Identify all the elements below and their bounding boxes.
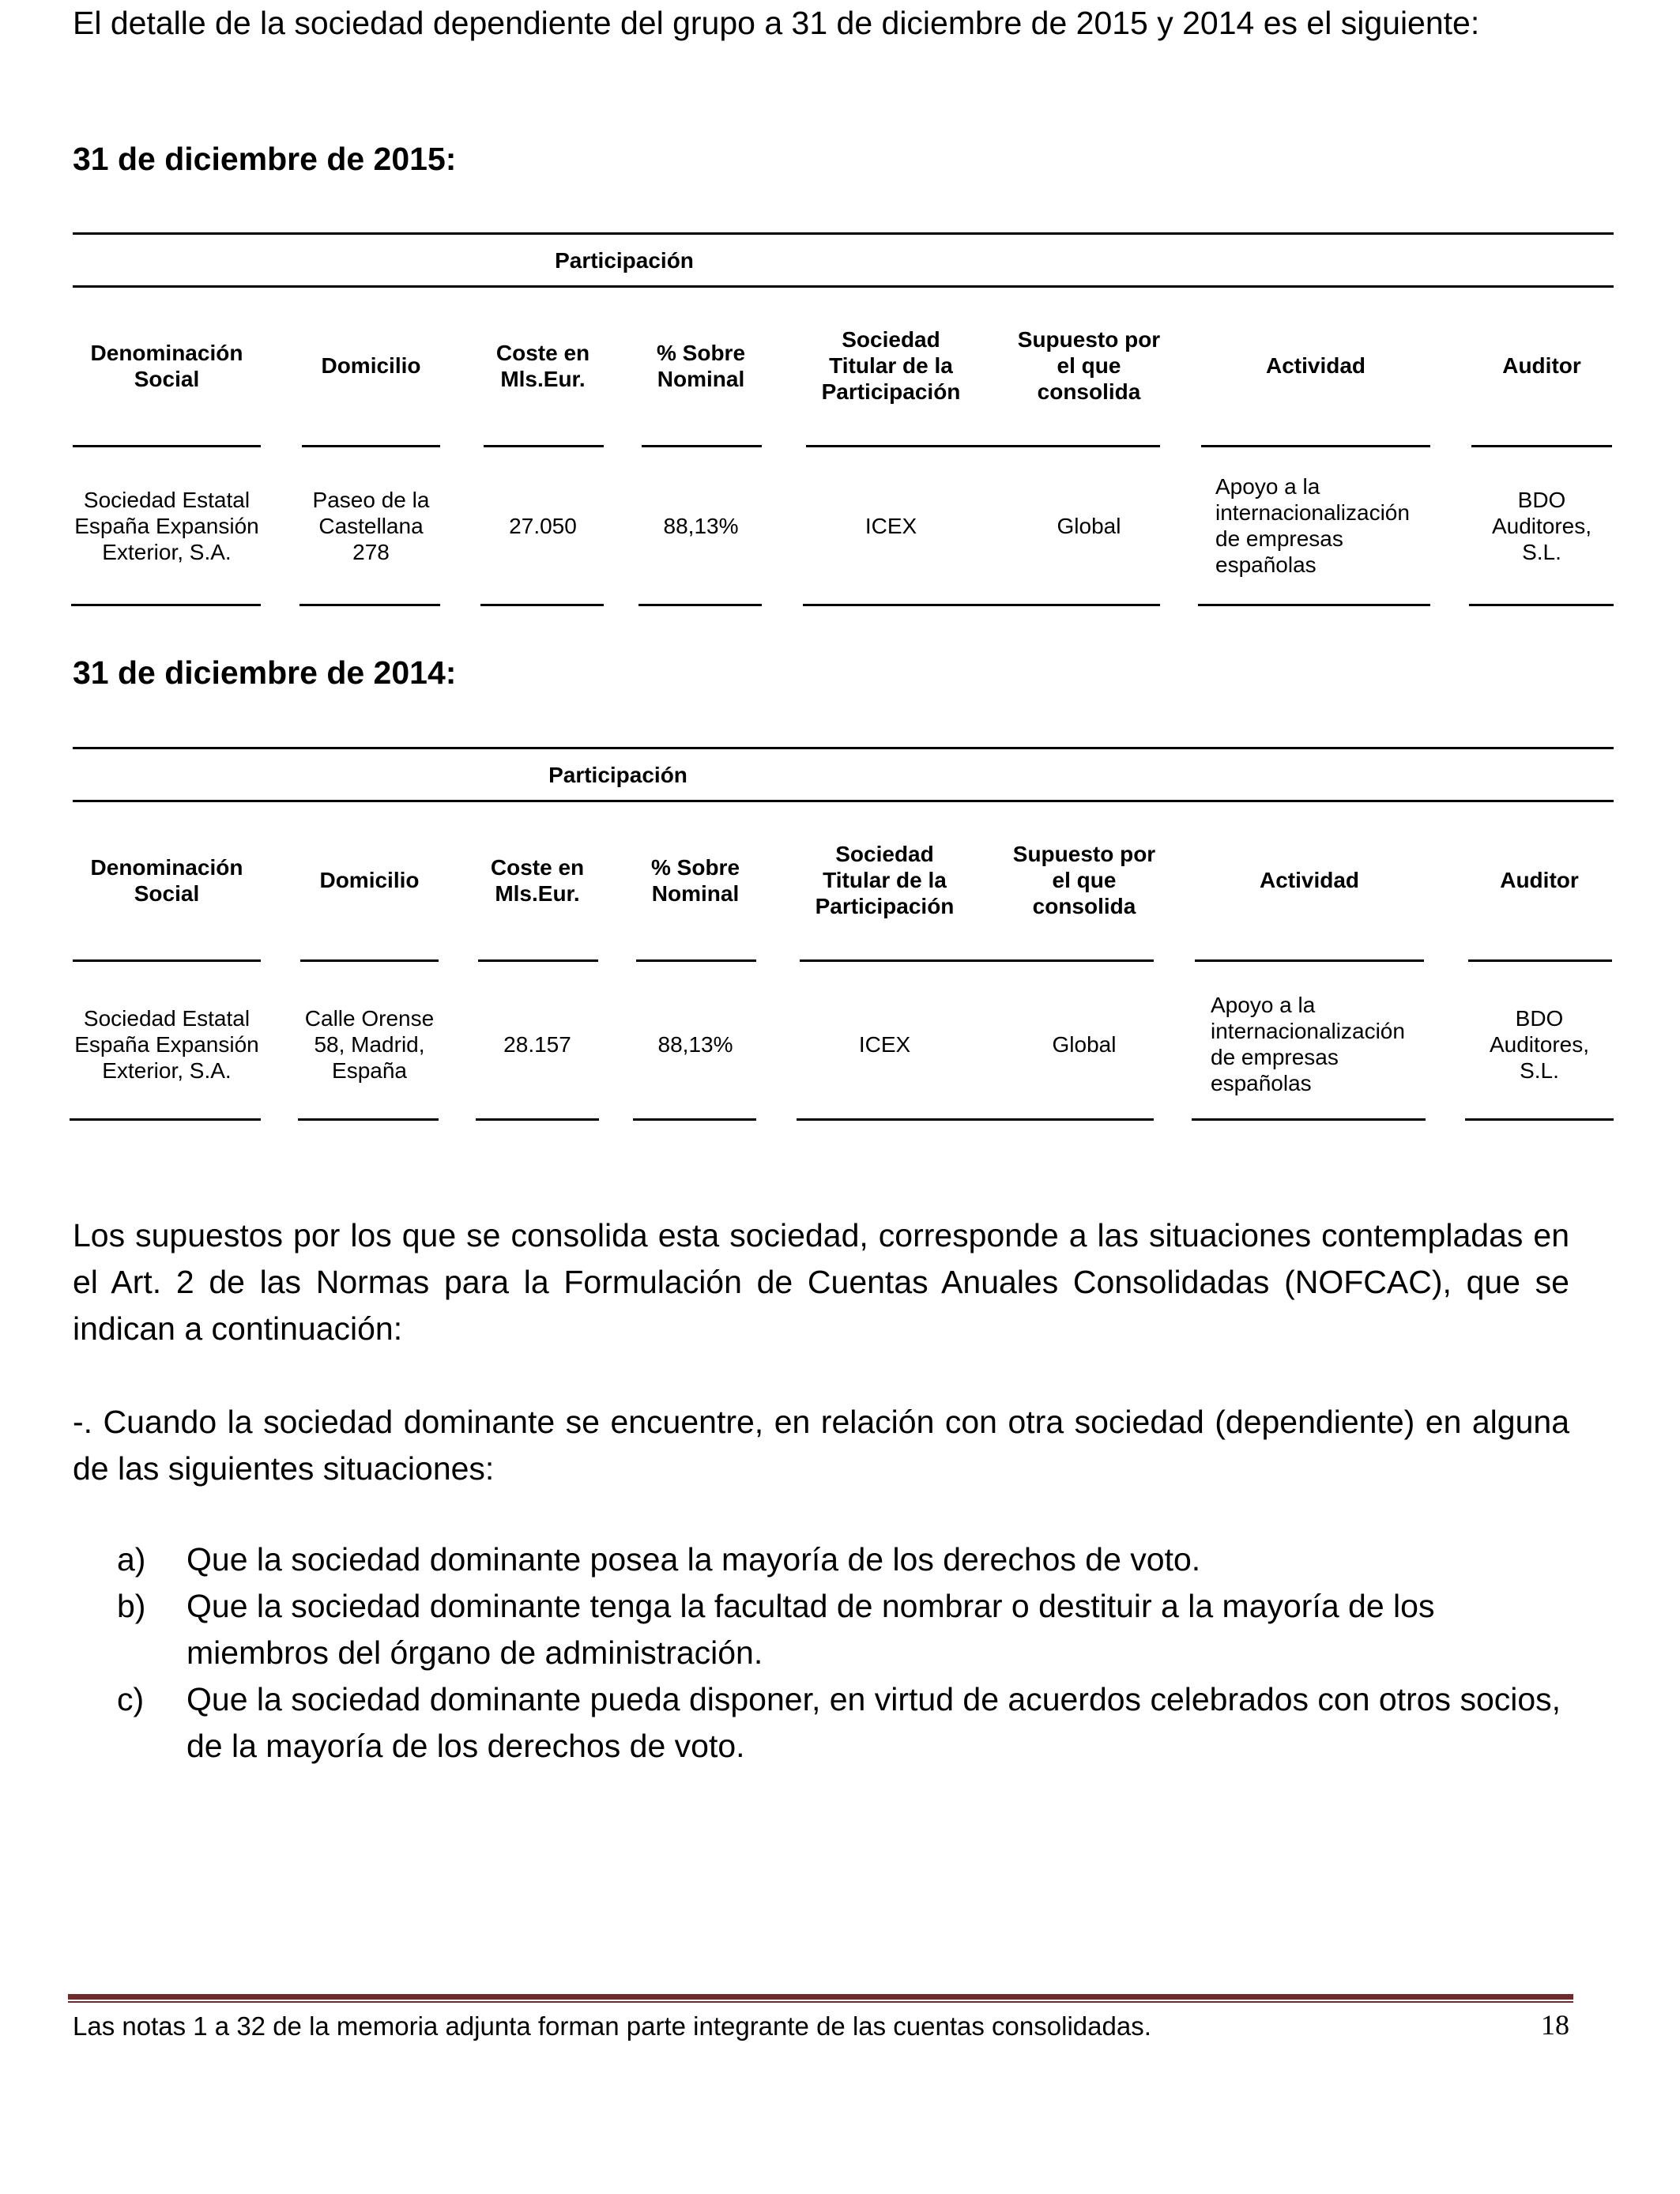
- cell-titular: ICEX: [864, 513, 917, 538]
- col-header-domicilio: Domicilio: [321, 353, 421, 378]
- col-header-coste: Coste en Mls.Eur.: [490, 854, 585, 906]
- group-header-participacion: Participación: [555, 247, 694, 273]
- cell-porcentaje: 88,13%: [657, 1031, 733, 1057]
- header-underline: [1195, 959, 1424, 962]
- col-header-supuesto: Supuesto por el que consolida: [1017, 327, 1161, 404]
- row-underline: [299, 604, 440, 606]
- situaciones-list: [117, 1536, 1571, 1770]
- col-header-porcentaje: % Sobre Nominal: [650, 854, 740, 906]
- table-top-rule: [73, 232, 1614, 235]
- table-header-rule: [73, 800, 1614, 802]
- header-underline: [484, 445, 604, 447]
- header-underline: [806, 445, 1160, 447]
- cell-coste: 28.157: [503, 1031, 571, 1057]
- header-underline: [1201, 445, 1430, 447]
- header-underline: [642, 445, 762, 447]
- row-underline: [1198, 604, 1430, 606]
- group-header-participacion: Participación: [548, 762, 687, 787]
- intro-paragraph: El detalle de la sociedad dependiente del grupo a 31 de diciembre de 2015 y 2014 es el siguiente:: [73, 5, 1480, 41]
- page-number: 18: [1541, 2009, 1569, 2041]
- footer-rule-thin: [68, 2001, 1573, 2003]
- row-underline: [476, 1118, 599, 1121]
- table-heading-2014: 31 de diciembre de 2014:: [73, 654, 457, 691]
- header-underline: [73, 445, 261, 447]
- cell-titular: ICEX: [858, 1031, 911, 1057]
- cell-supuesto: Global: [1057, 513, 1121, 538]
- row-underline: [1192, 1118, 1426, 1121]
- row-underline: [71, 604, 261, 606]
- cell-denominacion: Sociedad Estatal España Expansión Exterior, S.A.: [74, 1005, 259, 1083]
- col-header-auditor: Auditor: [1502, 353, 1581, 378]
- cell-domicilio: Calle Orense 58, Madrid, España: [304, 1005, 435, 1083]
- header-underline: [800, 959, 1154, 962]
- row-underline: [298, 1118, 439, 1121]
- list-marker: c): [117, 1681, 145, 1717]
- col-header-auditor: Auditor: [1500, 868, 1579, 892]
- footer-note: Las notas 1 a 32 de la memoria adjunta forman parte integrante de las cuentas consolidadas.: [73, 2011, 1151, 2041]
- cell-auditor: BDO Auditores, S.L.: [1491, 487, 1592, 564]
- col-header-actividad: Actividad: [1265, 353, 1366, 378]
- col-header-titular: Sociedad Titular de la Participación: [821, 327, 961, 404]
- header-underline: [1471, 445, 1612, 447]
- row-underline: [797, 1118, 1154, 1121]
- footer-rule: [68, 1994, 1573, 2000]
- cell-actividad: Apoyo a la internacionalización de empresas españolas: [1211, 993, 1405, 1095]
- row-underline: [1469, 604, 1614, 606]
- row-underline: [803, 604, 1160, 606]
- header-underline: [300, 959, 439, 962]
- header-underline: [636, 959, 756, 962]
- col-header-titular: Sociedad Titular de la Participación: [815, 842, 955, 918]
- row-underline: [638, 604, 762, 606]
- table-header-rule: [73, 285, 1614, 288]
- list-item: [117, 1536, 1571, 1583]
- paragraph-situaciones: -. Cuando la sociedad dominante se encuentre, en relación con otra sociedad (dependiente) en alguna de las siguientes situaciones:: [73, 1404, 1569, 1487]
- col-header-coste: Coste en Mls.Eur.: [495, 340, 590, 391]
- cell-actividad: Apoyo a la internacionalización de empresas españolas: [1215, 474, 1410, 577]
- list-text: Que la sociedad dominante posea la mayoría de los derechos de voto.: [186, 1541, 1201, 1578]
- header-underline: [478, 959, 598, 962]
- cell-auditor: BDO Auditores, S.L.: [1489, 1005, 1590, 1083]
- col-header-denominacion: Denominación Social: [90, 854, 243, 906]
- list-item: [117, 1676, 1571, 1770]
- list-item: [117, 1583, 1571, 1676]
- col-header-supuesto: Supuesto por el que consolida: [1012, 842, 1156, 918]
- list-marker: b): [117, 1588, 146, 1624]
- cell-coste: 27.050: [509, 513, 577, 538]
- paragraph-supuestos: Los supuestos por los que se consolida esta sociedad, corresponde a las situaciones contempladas en el Art. 2 de las Normas para la Formulación de Cuentas Anuales Consolidadas (NOFCAC), que se indican a continuación:: [73, 1217, 1569, 1347]
- col-header-domicilio: Domicilio: [319, 868, 420, 892]
- row-underline: [633, 1118, 756, 1121]
- list-text: Que la sociedad dominante tenga la facultad de nombrar o destituir a la mayoría de los miembros del órgano de administración.: [186, 1588, 1435, 1671]
- row-underline: [480, 604, 604, 606]
- row-underline: [1465, 1118, 1614, 1121]
- cell-porcentaje: 88,13%: [663, 513, 739, 538]
- header-underline: [302, 445, 440, 447]
- cell-supuesto: Global: [1052, 1031, 1117, 1057]
- header-underline: [1468, 959, 1612, 962]
- list-marker: a): [117, 1541, 146, 1578]
- col-header-porcentaje: % Sobre Nominal: [656, 340, 746, 391]
- row-underline: [70, 1118, 261, 1121]
- list-text: Que la sociedad dominante pueda disponer, en virtud de acuerdos celebrados con otros socios, de la mayoría de los derechos de voto.: [186, 1681, 1561, 1764]
- table-heading-2015: 31 de diciembre de 2015:: [73, 141, 457, 177]
- col-header-actividad: Actividad: [1259, 868, 1360, 892]
- table-top-rule: [73, 747, 1614, 749]
- col-header-denominacion: Denominación Social: [90, 340, 243, 391]
- header-underline: [73, 959, 261, 962]
- cell-domicilio: Paseo de la Castellana 278: [312, 487, 430, 564]
- cell-denominacion: Sociedad Estatal España Expansión Exterior, S.A.: [74, 487, 259, 564]
